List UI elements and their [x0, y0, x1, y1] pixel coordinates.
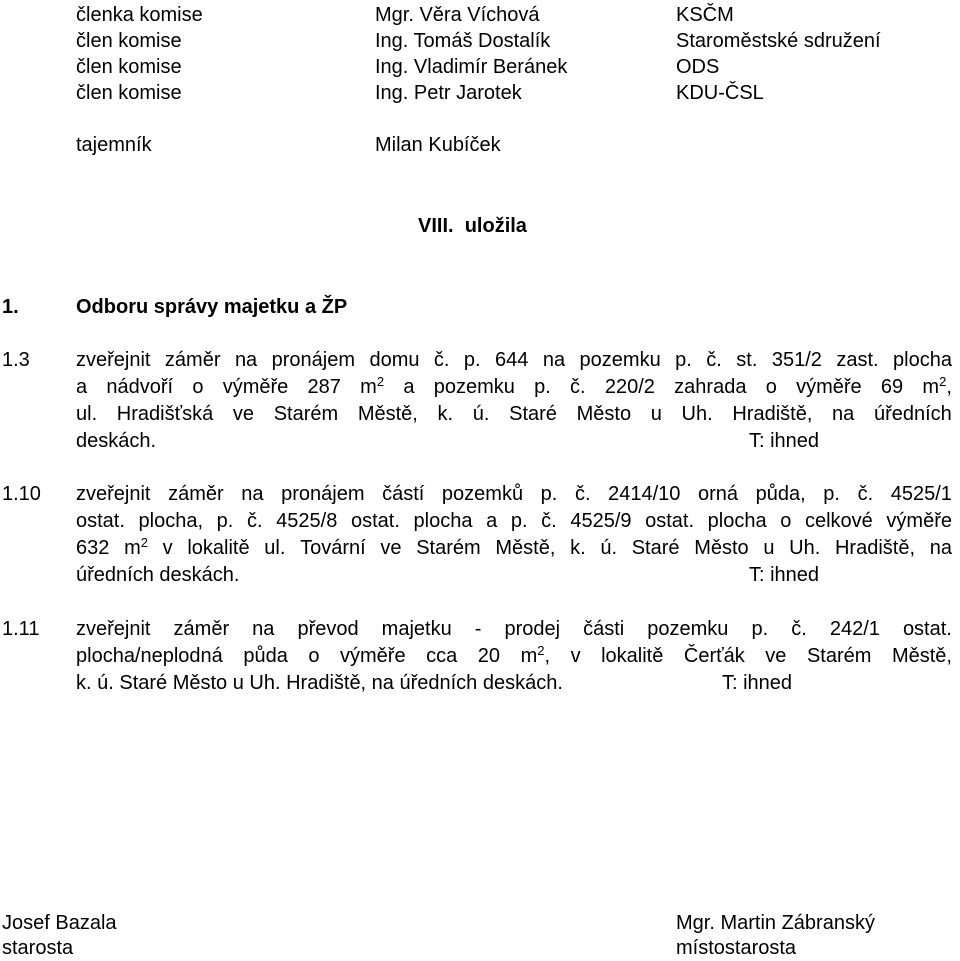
word: , — [544, 645, 551, 667]
word — [76, 643, 223, 669]
word-text: 220/2 — [604, 376, 655, 398]
word-text: Starém — [806, 645, 872, 667]
word — [805, 508, 873, 534]
word — [608, 481, 680, 507]
word — [922, 374, 951, 400]
word — [369, 347, 419, 373]
word-text: p. — [675, 349, 692, 371]
word — [165, 347, 221, 373]
word-text: nádvoří — [106, 376, 174, 398]
word-text: výměře — [340, 645, 406, 667]
word — [930, 535, 952, 561]
word-text: 644 — [495, 349, 529, 371]
word-text: lokalitě — [187, 537, 250, 559]
word-text: výměře — [796, 376, 862, 398]
word — [76, 508, 125, 534]
word-text: na — [832, 403, 855, 425]
word — [163, 535, 173, 561]
word-text: m — [124, 537, 141, 559]
word — [76, 616, 150, 642]
item-line — [76, 401, 952, 427]
word-text: půda — [243, 645, 288, 667]
word-text: Město — [694, 537, 749, 559]
word — [247, 508, 263, 534]
word — [600, 535, 617, 561]
word — [308, 374, 341, 400]
word-text: pozemku — [433, 376, 515, 398]
word-text: 20 — [477, 645, 501, 667]
word — [583, 616, 624, 642]
word — [281, 481, 364, 507]
word — [241, 481, 263, 507]
word — [766, 374, 777, 400]
word — [297, 616, 358, 642]
word-text: Tovární — [300, 537, 366, 559]
word-text: 4525/1 — [890, 483, 952, 505]
word — [217, 508, 234, 534]
word-text: pozemků — [441, 483, 524, 505]
word-text: Hradišťská — [116, 403, 214, 425]
word — [780, 508, 791, 534]
word-text: půda, — [755, 483, 806, 505]
word — [168, 481, 224, 507]
word — [252, 616, 274, 642]
department-number: 1. — [2, 296, 19, 318]
word-text: ul. — [264, 537, 286, 559]
word — [403, 374, 414, 400]
word — [76, 347, 150, 373]
word — [891, 481, 952, 507]
word — [791, 616, 807, 642]
word — [684, 643, 745, 669]
word — [807, 643, 871, 669]
member-role: členka komise — [76, 4, 203, 26]
word — [836, 347, 878, 373]
deadline: T: ihned — [749, 430, 820, 452]
word-text: č. — [541, 510, 557, 532]
word — [543, 347, 565, 373]
word-text: 351/2 — [771, 349, 822, 371]
word — [382, 481, 424, 507]
word — [645, 508, 694, 534]
word-text: ve — [232, 403, 255, 425]
word-text: výměře — [886, 510, 952, 532]
word-text: p. — [540, 483, 558, 505]
word — [340, 643, 406, 669]
word — [732, 401, 812, 427]
member-name: Ing. Tomáš Dostalík — [375, 30, 551, 52]
word-text: m — [520, 645, 538, 667]
word — [276, 508, 337, 534]
word — [858, 481, 874, 507]
word-text: plocha, — [138, 510, 204, 532]
item-number: 1.10 — [2, 483, 41, 505]
word — [789, 535, 820, 561]
member-name: Mgr. Věra Víchová — [375, 4, 540, 26]
word — [874, 401, 952, 427]
superscript: 2 — [140, 535, 148, 550]
word — [360, 374, 384, 400]
word-text: Uh. — [789, 537, 821, 559]
item-line: úředních deskách. — [76, 564, 240, 586]
word — [698, 481, 738, 507]
word — [124, 535, 148, 561]
item-line — [76, 347, 952, 373]
word-text: plocha — [413, 510, 473, 532]
member-party: KDU-ČSL — [676, 82, 764, 104]
word-text: Městě, — [357, 403, 418, 425]
word-text: Hradiště, — [834, 537, 916, 559]
word-text: pronájem — [271, 349, 356, 371]
word-text: záměr — [168, 483, 224, 505]
word — [601, 643, 663, 669]
deadline: T: ihned — [722, 672, 793, 694]
word — [233, 401, 254, 427]
word — [647, 616, 728, 642]
word — [521, 643, 550, 669]
word-text: lokalitě — [601, 645, 664, 667]
word — [300, 535, 366, 561]
word — [509, 401, 557, 427]
word — [892, 643, 952, 669]
word — [414, 508, 473, 534]
word — [577, 401, 631, 427]
word-text: č. — [791, 618, 807, 640]
word — [903, 616, 952, 642]
word — [76, 481, 150, 507]
word — [632, 535, 680, 561]
word-text: u — [650, 403, 662, 425]
word — [76, 535, 109, 561]
word — [264, 535, 285, 561]
word — [675, 347, 692, 373]
signature-name: Josef Bazala — [2, 912, 117, 934]
word-text: Uh. — [681, 403, 713, 425]
member-role: člen komise — [76, 82, 182, 104]
word-text: ú. — [472, 403, 490, 425]
section-heading — [418, 213, 527, 239]
word-text: v — [162, 537, 173, 559]
word — [682, 401, 713, 427]
word — [706, 347, 722, 373]
word-text: pronájem — [281, 483, 365, 505]
word — [478, 643, 500, 669]
word-text: částí — [382, 483, 425, 505]
word — [438, 401, 454, 427]
word — [274, 401, 338, 427]
word — [442, 481, 523, 507]
word — [308, 643, 319, 669]
word — [886, 508, 952, 534]
word — [830, 616, 880, 642]
word-text: 287 — [307, 376, 341, 398]
word-text: o — [308, 645, 320, 667]
member-name: Ing. Petr Jarotek — [375, 82, 522, 104]
word-text: plocha — [707, 510, 767, 532]
word — [541, 508, 557, 534]
word — [763, 535, 774, 561]
word-text: č. — [574, 483, 591, 505]
word — [674, 374, 746, 400]
word — [756, 481, 806, 507]
word-text: Město — [576, 403, 632, 425]
item-line — [76, 535, 952, 561]
word-text: p. — [534, 376, 551, 398]
word-text: - — [474, 618, 482, 640]
word — [511, 508, 528, 534]
word-text: č. — [570, 376, 586, 398]
word — [426, 643, 457, 669]
word — [187, 535, 249, 561]
word — [416, 535, 480, 561]
word-text: ostat. — [350, 510, 400, 532]
word-text: v — [570, 645, 581, 667]
word-text: 69 — [880, 376, 904, 398]
word-text: st. — [736, 349, 758, 371]
word-text: na — [234, 349, 258, 371]
word-text: zveřejnit — [76, 618, 151, 640]
word-text: a — [486, 510, 498, 532]
word-text: na — [241, 483, 264, 505]
word — [76, 401, 97, 427]
word — [751, 616, 768, 642]
word-text: p. — [823, 483, 840, 505]
word-text: Starém — [416, 537, 481, 559]
word — [434, 374, 515, 400]
item-line — [76, 616, 952, 642]
word-text: Staré — [631, 537, 680, 559]
word-text: převod — [297, 618, 359, 640]
word-text: 4525/8 — [276, 510, 338, 532]
word — [351, 508, 400, 534]
word-text: majetku — [381, 618, 452, 640]
word-text: Hradiště, — [732, 403, 813, 425]
word-text: ve — [765, 645, 787, 667]
word-text: ul. — [76, 403, 98, 425]
word — [736, 347, 757, 373]
word-text: k. — [570, 537, 586, 559]
word — [504, 616, 560, 642]
secretary-name: Milan Kubíček — [375, 134, 501, 156]
word-text: p. — [510, 510, 528, 532]
word-text: prodej — [504, 618, 561, 640]
word — [765, 643, 786, 669]
word-text: Čerťák — [683, 645, 745, 667]
member-party: KSČM — [676, 4, 734, 26]
word-text: ostat. — [645, 510, 695, 532]
item-line — [76, 643, 952, 669]
word — [380, 535, 401, 561]
item-line: deskách. — [76, 430, 157, 452]
word-text: m — [922, 376, 940, 398]
word — [235, 347, 257, 373]
word-text: ve — [380, 537, 402, 559]
superscript: 2 — [537, 643, 545, 658]
word — [570, 374, 586, 400]
word — [192, 374, 203, 400]
word-text: o — [765, 376, 777, 398]
word — [580, 347, 661, 373]
word — [605, 374, 655, 400]
word-text: 2414/10 — [608, 483, 681, 505]
word-text: a — [403, 376, 415, 398]
word-text: Městě, — [891, 645, 952, 667]
word — [570, 508, 631, 534]
word-text: Městě, — [495, 537, 556, 559]
item-line: k. ú. Staré Město u Uh. Hradiště, na úředních deskách. — [76, 672, 563, 694]
word — [893, 347, 952, 373]
word — [541, 481, 558, 507]
word — [495, 347, 528, 373]
word-text: domu — [369, 349, 420, 371]
word — [835, 535, 915, 561]
deadline: T: ihned — [749, 564, 820, 586]
member-party: Staroměstské sdružení — [676, 30, 881, 52]
word-text: ostat. — [902, 618, 952, 640]
word — [495, 535, 555, 561]
word-text: zveřejnit — [76, 483, 151, 505]
word — [473, 401, 490, 427]
word — [475, 616, 482, 642]
member-party: ODS — [676, 56, 720, 78]
item-number: 1.11 — [2, 618, 40, 640]
word — [486, 508, 497, 534]
word — [174, 616, 230, 642]
word-text: zveřejnit — [76, 349, 151, 371]
word-text: na — [542, 349, 566, 371]
section-number: VIII. — [418, 215, 454, 237]
word — [832, 401, 854, 427]
word-text: a — [76, 376, 88, 398]
word — [694, 535, 748, 561]
item-line — [76, 481, 952, 507]
word — [272, 347, 355, 373]
word-text: 632 — [76, 537, 110, 559]
word-text: cca — [426, 645, 458, 667]
word-text: na — [252, 618, 275, 640]
word — [823, 481, 840, 507]
word-text: zahrada — [674, 376, 747, 398]
word-text: Staré — [509, 403, 557, 425]
item-line — [76, 374, 952, 400]
signature-title: místostarosta — [676, 937, 797, 959]
word: , — [946, 376, 952, 398]
word-text: Starém — [273, 403, 339, 425]
word-text: p. — [751, 618, 769, 640]
word — [106, 374, 173, 400]
word — [651, 401, 662, 427]
signature-title: starosta — [2, 937, 74, 959]
word — [358, 401, 418, 427]
word — [772, 347, 822, 373]
word — [881, 374, 903, 400]
word — [223, 374, 289, 400]
word — [571, 643, 581, 669]
word-text: pozemku — [647, 618, 729, 640]
word-text: č. — [857, 483, 874, 505]
word — [434, 347, 450, 373]
word — [464, 347, 481, 373]
word-text: pozemku — [579, 349, 661, 371]
word — [708, 508, 767, 534]
word-text: výměře — [222, 376, 289, 398]
word-text: o — [192, 376, 204, 398]
word-text: plocha — [893, 349, 952, 371]
word-text: ú. — [600, 537, 618, 559]
word — [76, 374, 87, 400]
word-text: 242/1 — [829, 618, 880, 640]
word — [382, 616, 452, 642]
word-text: 4525/9 — [570, 510, 632, 532]
superscript: 2 — [376, 374, 385, 389]
word — [117, 401, 213, 427]
word-text: zast. — [836, 349, 879, 371]
word-text: č. — [706, 349, 722, 371]
member-role: člen komise — [76, 56, 182, 78]
word-text: p. — [216, 510, 234, 532]
section-verb: uložila — [464, 215, 527, 237]
word-text: č. — [246, 510, 263, 532]
word-text: m — [360, 376, 377, 398]
member-role: člen komise — [76, 30, 182, 52]
secretary-role: tajemník — [76, 134, 152, 156]
word — [534, 374, 551, 400]
word — [575, 481, 591, 507]
word-text: ostat. — [76, 510, 125, 532]
department-title: Odboru správy majetku a ŽP — [76, 296, 348, 318]
signature-name: Mgr. Martin Zábranský — [676, 912, 875, 934]
word-text: o — [780, 510, 792, 532]
word-text: u — [763, 537, 775, 559]
word-text: č. — [433, 349, 450, 371]
member-name: Ing. Vladimír Beránek — [375, 56, 568, 78]
word — [796, 374, 862, 400]
item-number: 1.3 — [2, 349, 30, 371]
word-text: záměr — [164, 349, 221, 371]
superscript: 2 — [939, 374, 947, 389]
word — [570, 535, 586, 561]
item-line — [76, 508, 952, 534]
word-text: části — [583, 618, 625, 640]
word — [243, 643, 288, 669]
word-text: záměr — [173, 618, 230, 640]
word-text: orná — [698, 483, 739, 505]
word-text: plocha/neplodná — [76, 645, 223, 667]
word-text: celkové — [804, 510, 873, 532]
word-text: na — [929, 537, 952, 559]
word — [139, 508, 204, 534]
word-text: úředních — [873, 403, 952, 425]
word-text: k. — [437, 403, 454, 425]
word-text: p. — [463, 349, 481, 371]
